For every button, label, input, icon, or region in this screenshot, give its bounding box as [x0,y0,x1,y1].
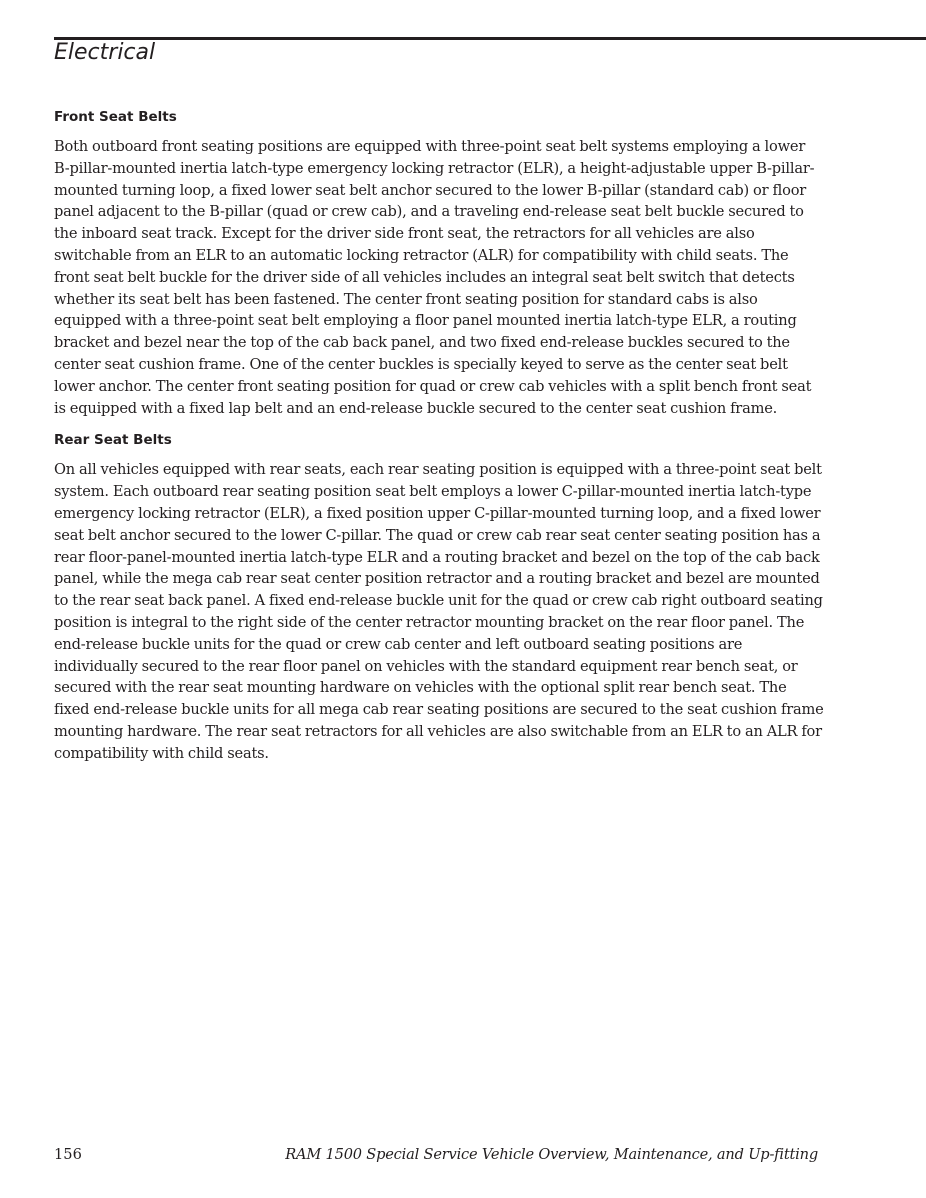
page-footer [54,1145,818,1165]
section-header: Electrical [54,40,156,65]
front-seat-belts-paragraph: Both outboard front seating positions are equipped with three-point seat belt systems employing a lower B-pillar-mounted inertia latch-type emergency locking retractor (ELR), a height-adjustable upper B-pillar-mounted turning loop, a fixed lower seat belt anchor secured to the lower B-pillar (standard cab) or floor panel adjacent to the B-pillar (quad or crew cab), and a traveling end-release seat belt buckle secured to the inboard seat track. Except for the driver side front seat, the retractors for all vehicles are also switchable from an ELR to an automatic locking retractor (ALR) for compatibility with child seats. The front seat belt buckle for the driver side of all vehicles includes an integral seat belt switch that detects whether its seat belt has been fastened. The center front seating position for standard cabs is also equipped with a three-point seat belt employing a floor panel mounted inertia latch-type ELR, a routing bracket and bezel near the top of the cab back panel, and two fixed end-release buckles secured to the center seat cushion frame. One of the center buckles is specially keyed to serve as the center seat belt lower anchor. The center front seating position for quad or crew cab vehicles with a split bench front seat is equipped with a fixed lap belt and an end-release buckle secured to the center seat cushion frame. [54,138,815,417]
document-title: RAM 1500 Special Service Vehicle Overview, Maintenance, and Up-fitting [285,1146,818,1163]
rear-seat-belts-paragraph: On all vehicles equipped with rear seats, each rear seating position is equipped with a three-point seat belt system. Each outboard rear seating position seat belt employs a lower C-pillar-mounted inertia latch-type emergency locking retractor (ELR), a fixed position upper C-pillar-mounted turning loop, and a fixed lower seat belt anchor secured to the lower C-pillar. The quad or crew cab rear seat center seating position has a rear floor-panel-mounted inertia latch-type ELR and a routing bracket and bezel on the top of the cab back panel, while the mega cab rear seat center position retractor and a routing bracket and bezel are mounted to the rear seat back panel. A fixed end-release buckle unit for the quad or crew cab right outboard seating position is integral to the right side of the center retractor mounting bracket on the rear floor panel. The end-release buckle units for the quad or crew cab center and left outboard seating positions are individually secured to the rear floor panel on vehicles with the standard equipment rear bench seat, or secured with the rear seat mounting hardware on vehicles with the optional split rear bench seat. The fixed end-release buckle units for all mega cab rear seating positions are secured to the seat cushion frame mounting hardware. The rear seat retractors for all vehicles are also switchable from an ELR to an ALR for compatibility with child seats. [54,461,824,762]
page-number: 156 [54,1146,82,1163]
page-content [54,108,824,777]
rear-seat-belts-heading: Rear Seat Belts [54,432,172,449]
front-seat-belts-heading: Front Seat Belts [54,109,177,125]
header-rule [54,37,926,40]
